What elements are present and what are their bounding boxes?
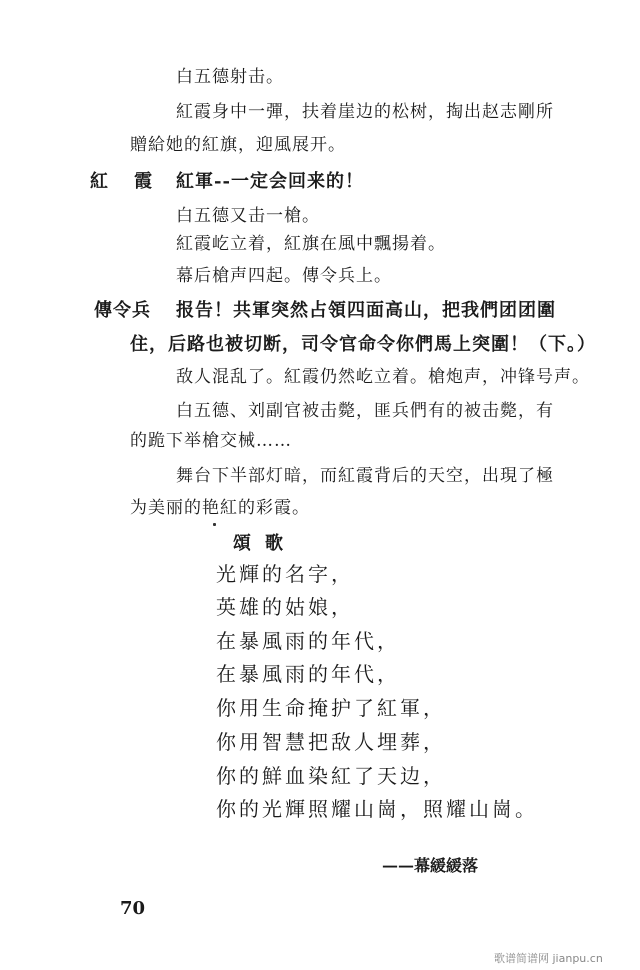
stage-direction: 敌人混乱了。紅霞仍然屹立着。槍炮声，冲锋号声。: [176, 367, 590, 387]
page-number: 70: [120, 898, 146, 919]
song-line: 你的光輝照耀山崗，照耀山崗。: [216, 797, 538, 821]
curtain-falls: ——幕緩緩落: [382, 856, 479, 875]
song-line: 你用生命掩护了紅軍，: [216, 696, 446, 720]
dialogue-messenger: 报告！共軍突然占領四面高山，把我們团团圍: [176, 300, 556, 321]
song-line: 在暴風雨的年代，: [216, 662, 400, 686]
song-title: 頌歌: [233, 533, 297, 554]
song-line: 你的鮮血染紅了天边，: [216, 764, 446, 788]
stage-direction: 紅霞屹立着，紅旗在風中飄揚着。: [176, 234, 446, 254]
watermark: 歌谱简谱网 jianpu.cn: [494, 952, 603, 965]
song-line: 英雄的姑娘，: [216, 595, 354, 619]
role-name-hongxia: 紅 霞: [90, 171, 156, 192]
stage-direction: 白五德又击一槍。: [176, 206, 320, 226]
stage-direction: 紅霞身中一彈，扶着崖边的松树，掏出赵志剛所: [176, 102, 554, 122]
stage-direction: 为美丽的艳紅的彩霞。: [130, 498, 310, 518]
stage-direction: 白五德、刘副官被击斃，匪兵們有的被击斃，有: [176, 401, 554, 421]
song-line: 你用智慧把敌人埋葬，: [216, 730, 446, 754]
print-speck: [213, 523, 216, 526]
song-line: 在暴風雨的年代，: [216, 629, 400, 653]
dialogue-hongxia: 紅軍--一定会回来的！: [176, 171, 364, 192]
role-name-messenger: 傳令兵: [94, 300, 151, 321]
song-line: 光輝的名字，: [216, 562, 354, 586]
dialogue-messenger-continued: 住，后路也被切断，司令官命令你們馬上突圍！（下。）: [130, 334, 596, 355]
stage-direction: 幕后槍声四起。傳令兵上。: [176, 266, 392, 286]
stage-direction: 贈給她的紅旗，迎風展开。: [130, 135, 346, 155]
stage-direction: 舞台下半部灯暗，而紅霞背后的天空，出現了極: [176, 466, 554, 486]
stage-direction: 的跪下举槍交械……: [130, 431, 292, 451]
stage-direction: 白五德射击。: [176, 67, 284, 87]
